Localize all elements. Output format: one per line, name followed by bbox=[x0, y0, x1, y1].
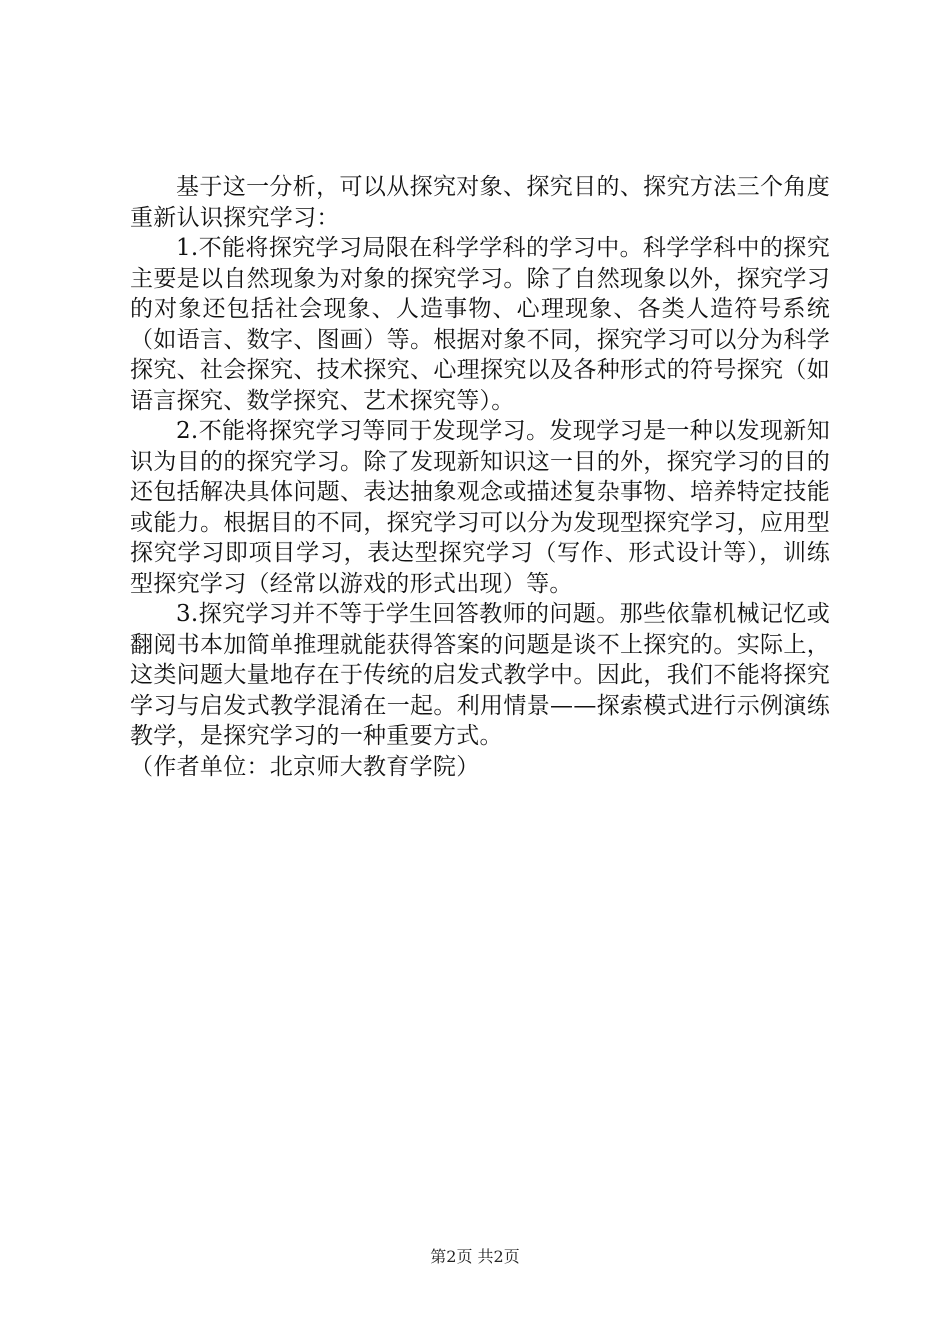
intro-paragraph: 基于这一分析，可以从探究对象、探究目的、探究方法三个角度重新认识探究学习： bbox=[130, 174, 830, 231]
document-body bbox=[130, 172, 830, 782]
point-2-paragraph: 2.不能将探究学习等同于发现学习。发现学习是一种以发现新知识为目的的探究学习。除了发现新知识这一目的外，探究学习的目的还包括解决具体问题、表达抽象观念或描述复杂事物、培养特定技能或能力。根据目的不同，探究学习可以分为发现型探究学习，应用型探究学习即项目学习，表达型探究学习（写作、形式设计等），训练型探究学习（经常以游戏的形式出现）等。 bbox=[130, 418, 830, 597]
page-number-footer: 第2页 共2页 bbox=[430, 1247, 520, 1266]
point-1-paragraph: 1.不能将探究学习局限在科学学科的学习中。科学学科中的探究主要是以自然现象为对象的探究学习。除了自然现象以外，探究学习的对象还包括社会现象、人造事物、心理现象、各类人造符号系统（如语言、数字、图画）等。根据对象不同，探究学习可以分为科学探究、社会探究、技术探究、心理探究以及各种形式的符号探究（如语言探究、数学探究、艺术探究等）。 bbox=[130, 235, 830, 414]
author-affiliation: （作者单位：北京师大教育学院） bbox=[130, 753, 480, 780]
point-3-paragraph: 3.探究学习并不等于学生回答教师的问题。那些依靠机械记忆或翻阅书本加简单推理就能获得答案的问题是谈不上探究的。实际上，这类问题大量地存在于传统的启发式教学中。因此，我们不能将探究学习与启发式教学混淆在一起。利用情景——探索模式进行示例演练教学，是探究学习的一种重要方式。 bbox=[130, 601, 830, 749]
